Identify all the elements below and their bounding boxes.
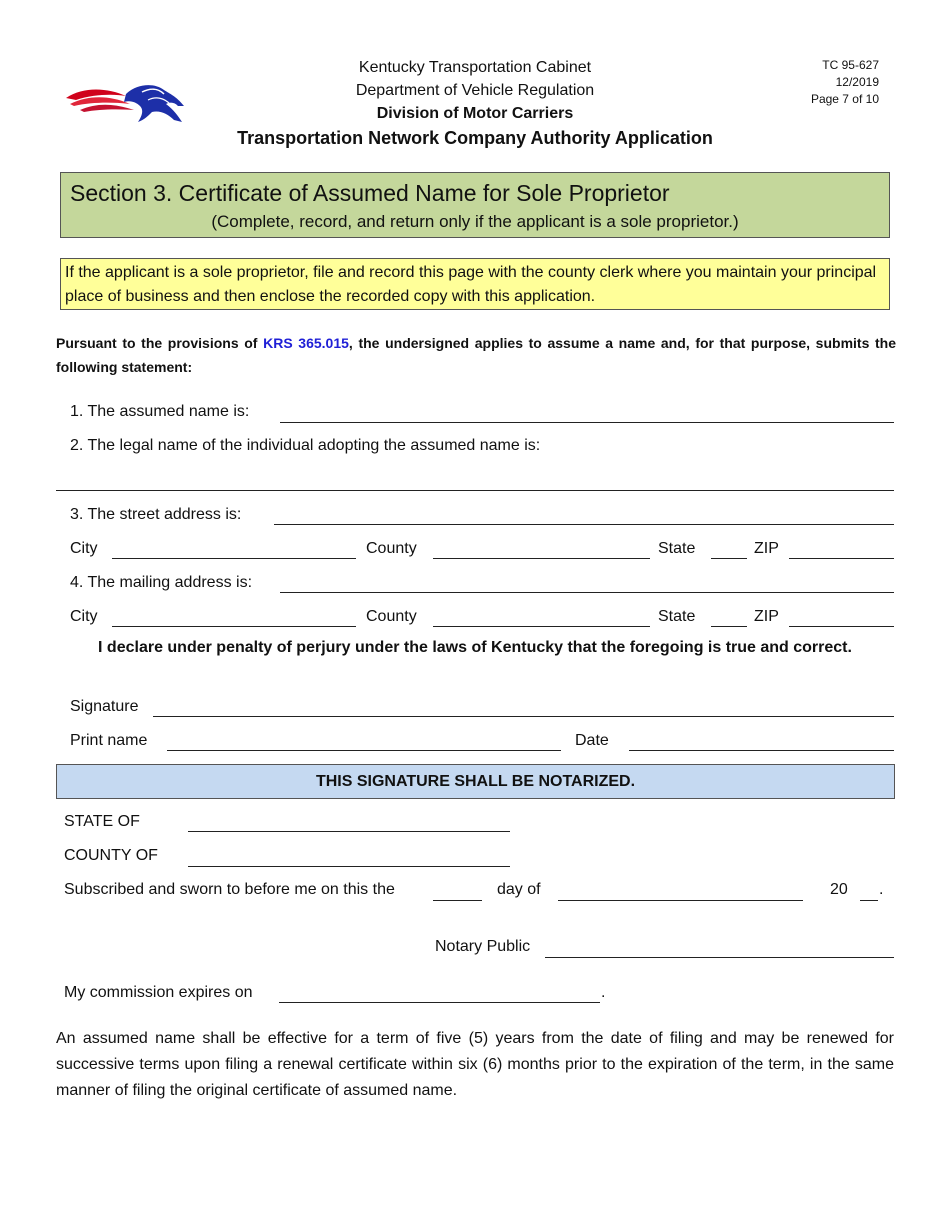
print-name-field[interactable] xyxy=(167,750,561,751)
krs-link[interactable]: KRS 365.015 xyxy=(263,335,349,351)
sole-proprietor-notice: If the applicant is a sole proprietor, file and record this page with the county clerk where you maintain your principal place of business and then enclose the recorded copy with this application. xyxy=(60,258,890,310)
intro-prefix: Pursuant to the provisions of xyxy=(56,335,264,351)
mailing-city-field[interactable] xyxy=(112,626,356,627)
mailing-county-field[interactable] xyxy=(433,626,650,627)
commission-period: . xyxy=(601,984,606,1001)
page-number: Page 7 of 10 xyxy=(810,92,879,106)
street-county-label: County xyxy=(366,540,417,557)
street-state-field[interactable] xyxy=(711,558,747,559)
year-period: . xyxy=(879,881,884,898)
signature-field[interactable] xyxy=(153,716,894,717)
date-label: Date xyxy=(575,732,609,749)
street-city-label: City xyxy=(70,540,98,557)
term-notice: An assumed name shall be effective for a term of five (5) years from the date of filing and may be renewed for successive terms upon filing a renewal certificate within six (6) months prior to the expiration of the term, in the same manner of filing the original certificate of assumed name. xyxy=(56,1030,894,1099)
street-zip-label: ZIP xyxy=(754,540,779,557)
notarized-banner: THIS SIGNATURE SHALL BE NOTARIZED. xyxy=(56,764,895,799)
section-title: Section 3. Certificate of Assumed Name for Sole Proprietor xyxy=(70,180,670,206)
legal-name-field[interactable] xyxy=(56,490,894,491)
form-number: TC 95-627 xyxy=(822,58,879,72)
ktc-logo xyxy=(64,82,190,126)
agency-name: Kentucky Transportation Cabinet xyxy=(358,59,592,76)
mailing-state-label: State xyxy=(658,608,696,625)
notary-public-field[interactable] xyxy=(545,957,894,958)
street-address-field[interactable] xyxy=(274,524,894,525)
commission-expires-field[interactable] xyxy=(279,1002,600,1003)
section-header xyxy=(60,172,890,238)
section-subtitle: (Complete, record, and return only if the applicant is a sole proprietor.) xyxy=(211,212,739,231)
street-zip-field[interactable] xyxy=(789,558,894,559)
mailing-state-field[interactable] xyxy=(711,626,747,627)
street-city-field[interactable] xyxy=(112,558,356,559)
county-of-label: COUNTY OF xyxy=(64,847,158,864)
sworn-year-field[interactable] xyxy=(860,900,878,901)
division-name: Division of Motor Carriers xyxy=(376,105,574,122)
street-address-label: 3. The street address is: xyxy=(70,506,242,523)
form-date: 12/2019 xyxy=(835,75,879,89)
state-of-label: STATE OF xyxy=(64,813,140,830)
date-field[interactable] xyxy=(629,750,894,751)
commission-expires-label: My commission expires on xyxy=(64,984,253,1001)
mailing-zip-label: ZIP xyxy=(754,608,779,625)
legal-name-label: 2. The legal name of the individual adopting the assumed name is: xyxy=(70,437,541,454)
department-name: Department of Vehicle Regulation xyxy=(355,82,595,99)
mailing-address-label: 4. The mailing address is: xyxy=(70,574,253,591)
mailing-city-label: City xyxy=(70,608,98,625)
street-county-field[interactable] xyxy=(433,558,650,559)
year-prefix: 20 xyxy=(830,881,848,898)
signature-label: Signature xyxy=(70,698,139,715)
mailing-county-label: County xyxy=(366,608,417,625)
sworn-statement: Subscribed and sworn to before me on this the xyxy=(64,881,395,898)
sworn-day-field[interactable] xyxy=(433,900,482,901)
sworn-month-field[interactable] xyxy=(558,900,803,901)
intro-suffix: , the undersigned applies to assume a name and, for that purpose, submits the following statement: xyxy=(56,335,896,375)
state-of-field[interactable] xyxy=(188,831,510,832)
day-of-label: day of xyxy=(497,881,541,898)
form-title: Transportation Network Company Authority Application xyxy=(237,128,713,148)
mailing-address-field[interactable] xyxy=(280,592,894,593)
street-state-label: State xyxy=(658,540,696,557)
intro-statement xyxy=(56,331,896,379)
print-name-label: Print name xyxy=(70,732,148,749)
assumed-name-field[interactable] xyxy=(280,422,894,423)
perjury-declaration: I declare under penalty of perjury under the laws of Kentucky that the foregoing is true and correct. xyxy=(98,639,852,656)
county-of-field[interactable] xyxy=(188,866,510,867)
mailing-zip-field[interactable] xyxy=(789,626,894,627)
notary-public-label: Notary Public xyxy=(435,938,531,955)
assumed-name-label: 1. The assumed name is: xyxy=(70,403,250,420)
